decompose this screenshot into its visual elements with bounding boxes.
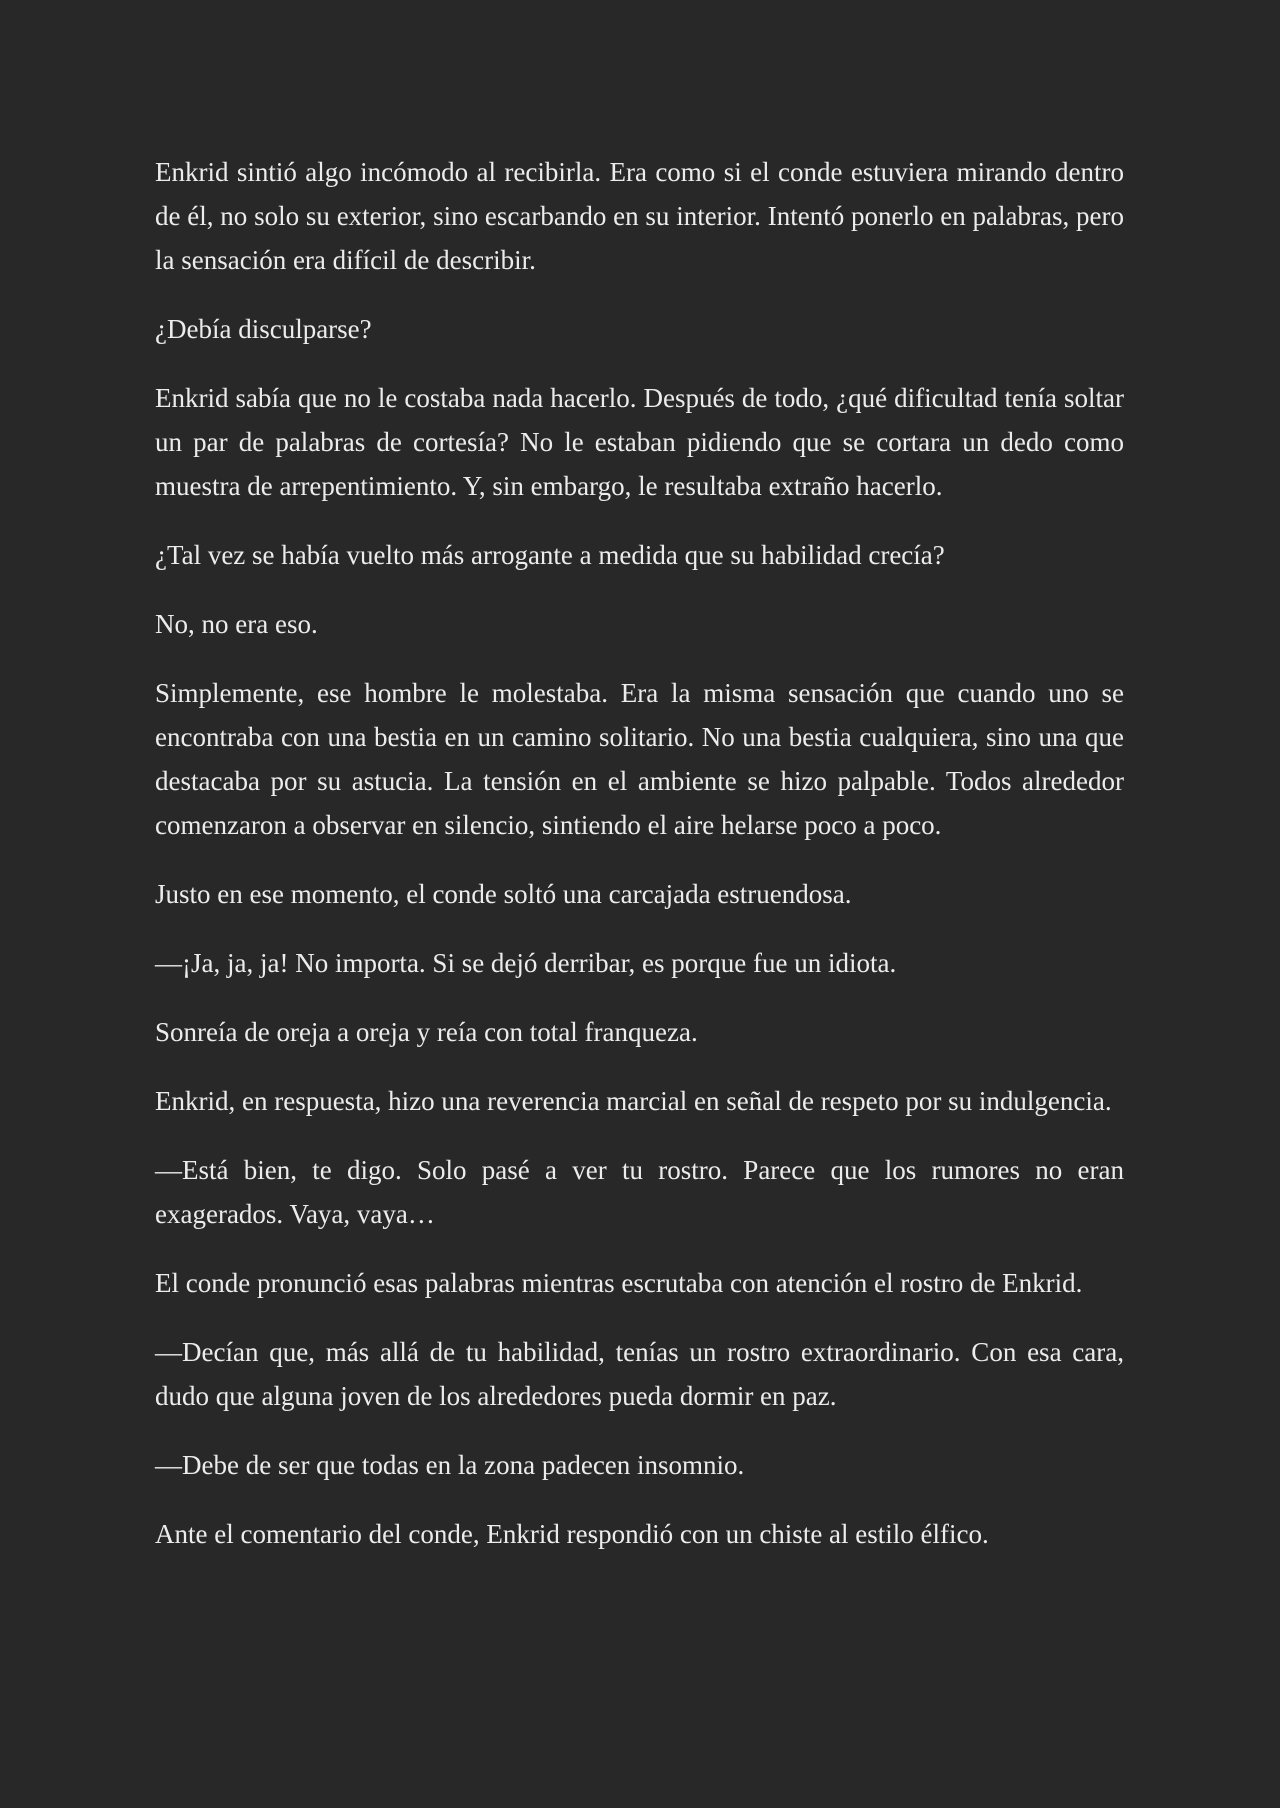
paragraph: ¿Debía disculparse? [155,314,372,344]
paragraph: —¡Ja, ja, ja! No importa. Si se dejó derribar, es porque fue un idiota. [155,948,897,978]
paragraph: Enkrid sintió algo incómodo al recibirla. Era como si el conde estuviera mirando dentro de él, no solo su exterior, sino escarbando en su interior. Intentó ponerlo en palabras, pero la sensación era difícil de describir. [155,157,1124,275]
paragraph: Ante el comentario del conde, Enkrid respondió con un chiste al estilo élfico. [155,1519,989,1549]
paragraph: —Está bien, te digo. Solo pasé a ver tu rostro. Parece que los rumores no eran exagerados. Vaya, vaya… [155,1155,1124,1229]
paragraph: —Decían que, más allá de tu habilidad, tenías un rostro extraordinario. Con esa cara, dudo que alguna joven de los alrededores pueda dormir en paz. [155,1337,1124,1411]
paragraph: Enkrid sabía que no le costaba nada hacerlo. Después de todo, ¿qué dificultad tenía soltar un par de palabras de cortesía? No le estaban pidiendo que se cortara un dedo como muestra de arrepentimiento. Y, sin embargo, le resultaba extraño hacerlo. [155,383,1124,501]
reading-pane [155,150,1124,1581]
paragraph: No, no era eso. [155,609,318,639]
paragraph: Sonreía de oreja a oreja y reía con total franqueza. [155,1017,698,1047]
paragraph: Simplemente, ese hombre le molestaba. Era la misma sensación que cuando uno se encontraba con una bestia en un camino solitario. No una bestia cualquiera, sino una que destacaba por su astucia. La tensión en el ambiente se hizo palpable. Todos alrededor comenzaron a observar en silencio, sintiendo el aire helarse poco a poco. [155,678,1124,840]
paragraph: ¿Tal vez se había vuelto más arrogante a medida que su habilidad crecía? [155,540,945,570]
paragraph: —Debe de ser que todas en la zona padecen insomnio. [155,1450,745,1480]
paragraph: Justo en ese momento, el conde soltó una carcajada estruendosa. [155,879,852,909]
paragraph: Enkrid, en respuesta, hizo una reverencia marcial en señal de respeto por su indulgencia. [155,1086,1112,1116]
paragraph: El conde pronunció esas palabras mientras escrutaba con atención el rostro de Enkrid. [155,1268,1083,1298]
